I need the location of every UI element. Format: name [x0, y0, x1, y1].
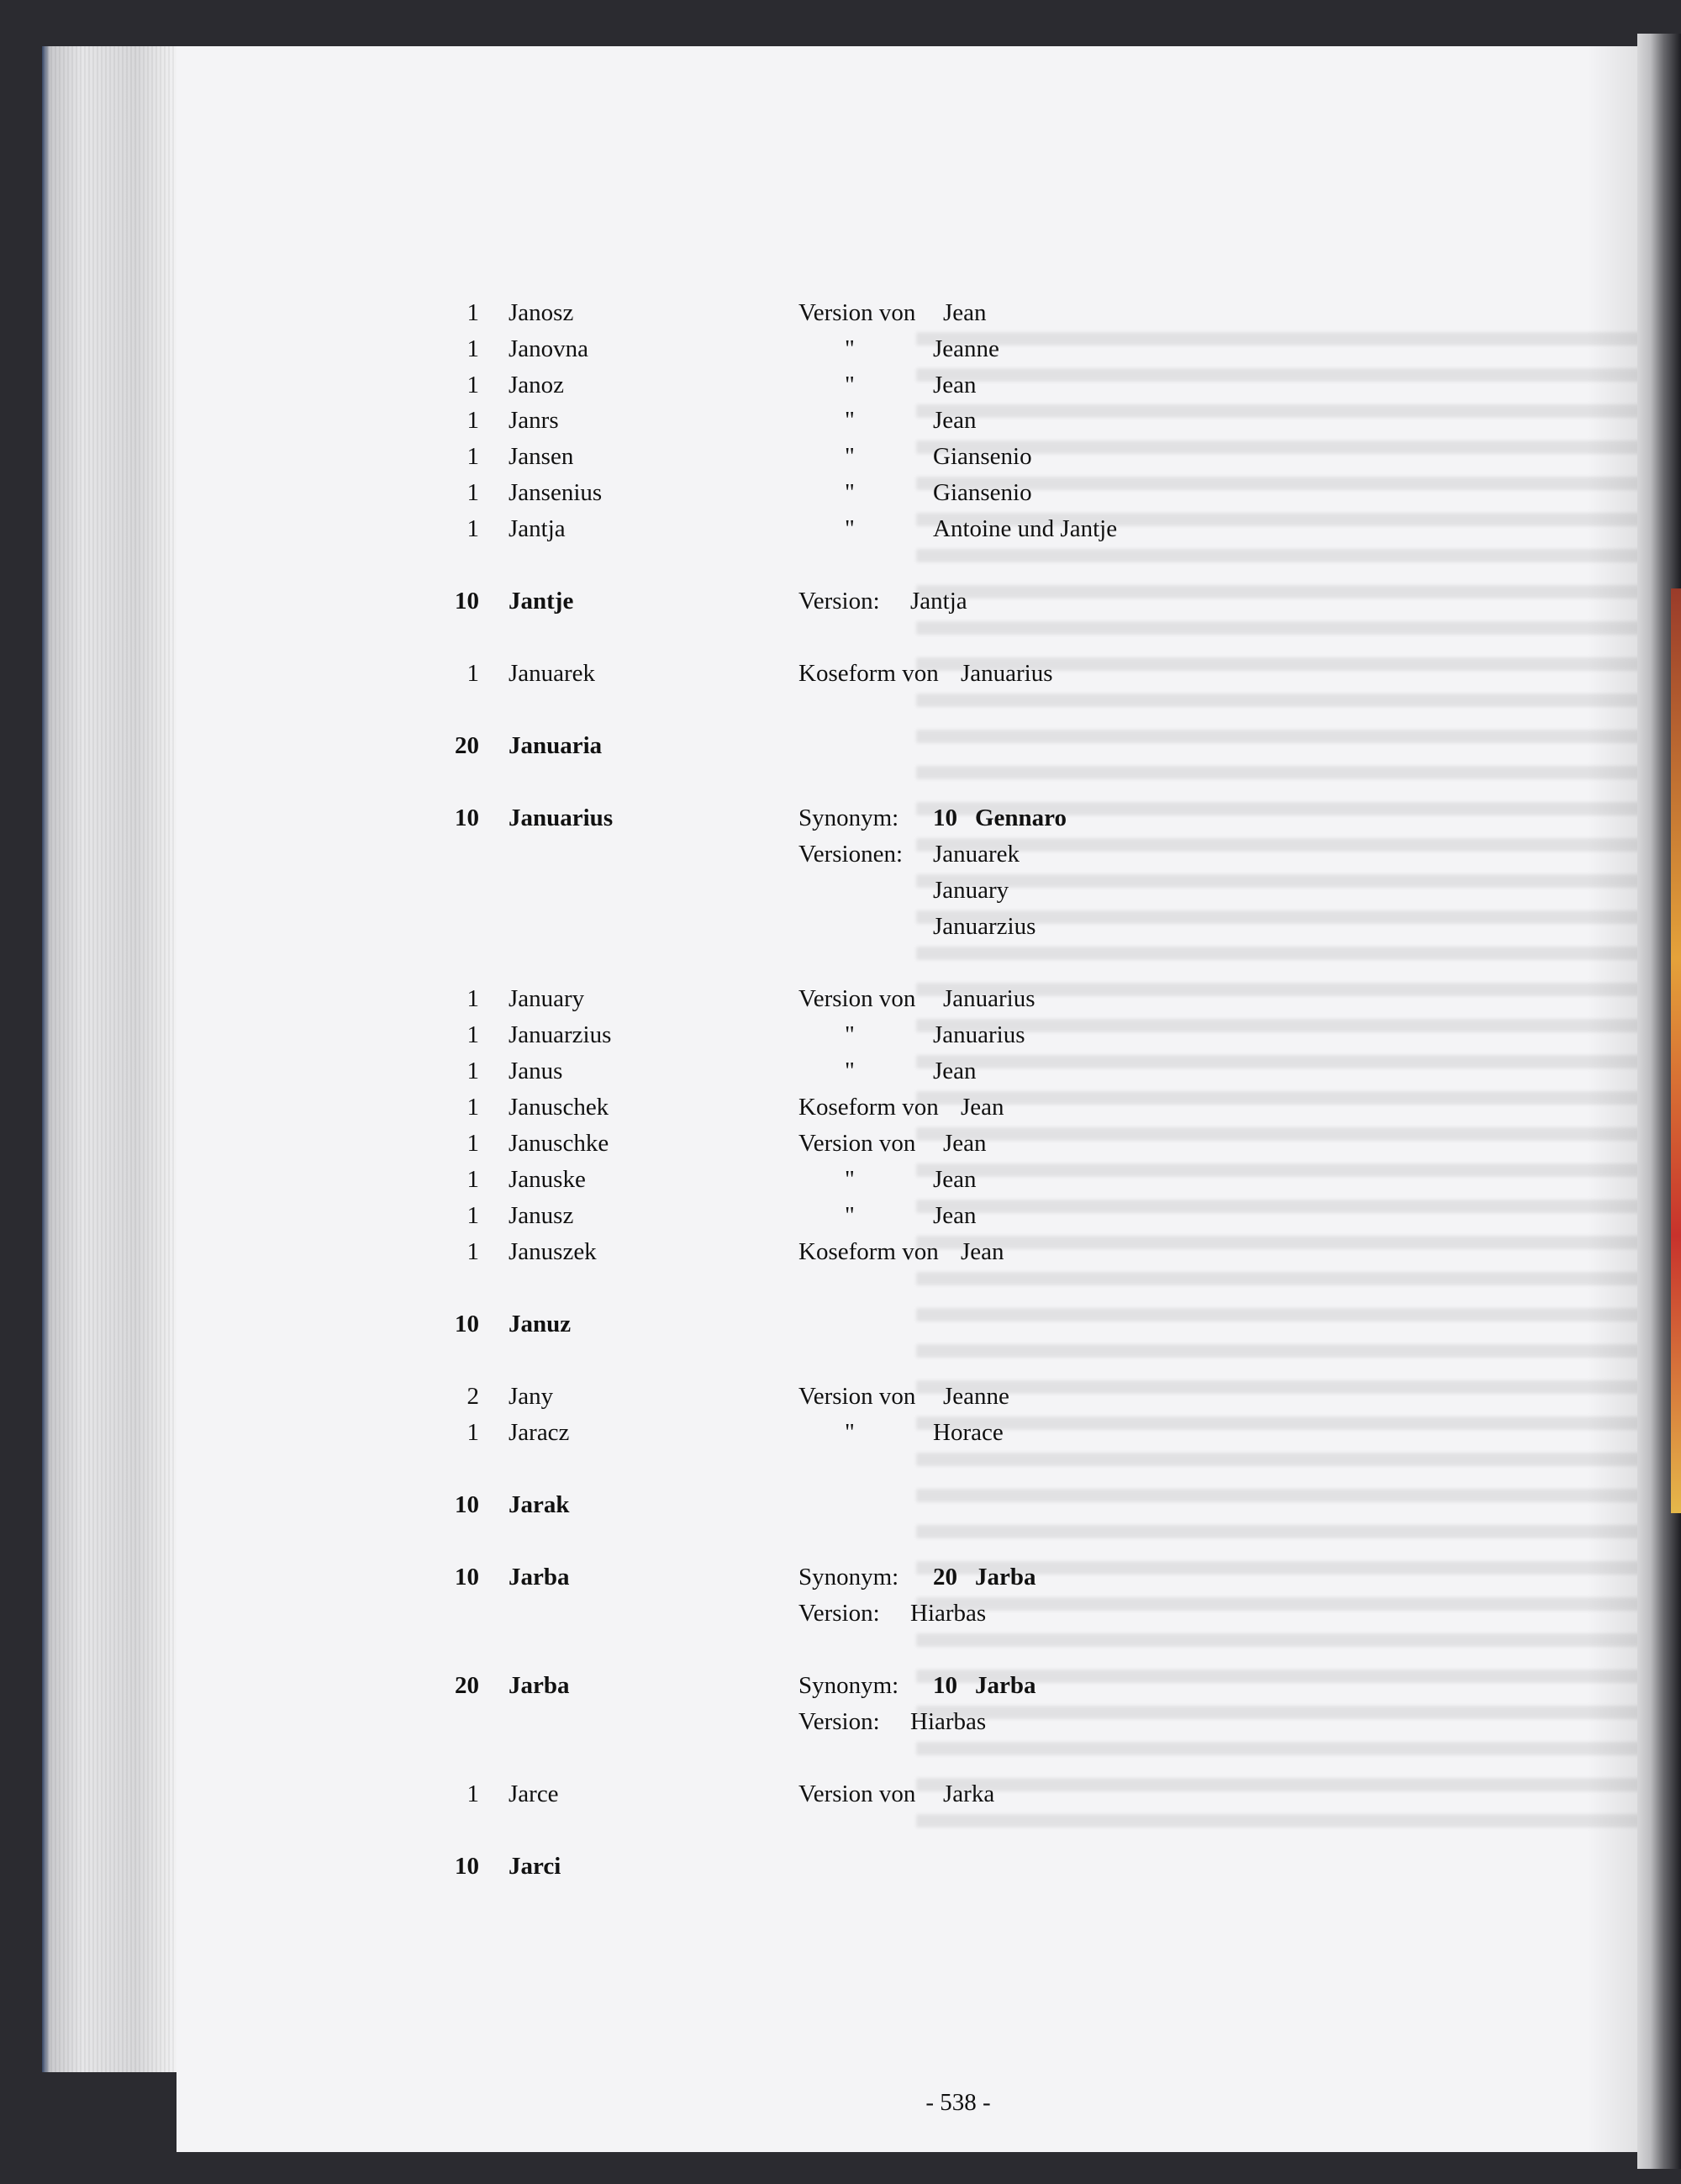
entry-relation: " [845, 1021, 855, 1048]
entry-row [0, 1669, 1681, 1702]
entry-row [0, 873, 1681, 907]
entry-reference: Jean [933, 372, 977, 398]
entry-row [0, 982, 1681, 1016]
entry-reference: Jean [943, 299, 987, 326]
entry-row [0, 1307, 1681, 1341]
entry-row [0, 1849, 1681, 1883]
entry-row [0, 1380, 1681, 1413]
entry-relation: " [845, 407, 855, 434]
entry-reference: Giansenio [933, 443, 1032, 470]
entry-reference: Jarba [975, 1672, 1036, 1699]
entry-synonym-count: 10 [933, 804, 957, 831]
entry-name: Janus [509, 1058, 563, 1084]
entry-row [0, 729, 1681, 762]
entry-reference: Hiarbas [910, 1708, 987, 1735]
entry-row [0, 657, 1681, 690]
entry-reference: Jean [933, 1166, 977, 1193]
entry-count: 10 [455, 804, 479, 831]
entry-count: 1 [466, 443, 479, 470]
entry-count: 1 [466, 372, 479, 398]
entry-count: 1 [466, 1419, 479, 1446]
entry-count: 1 [466, 1094, 479, 1121]
entry-reference: Januarius [933, 1021, 1025, 1048]
entry-row [0, 1705, 1681, 1738]
entry-count: 1 [466, 1202, 479, 1229]
entry-reference: Jean [933, 407, 977, 434]
entry-name: Jarba [509, 1564, 570, 1591]
entry-relation: " [845, 335, 855, 362]
entry-reference: Antoine und Jantje [933, 515, 1118, 542]
entry-row [0, 368, 1681, 402]
entry-relation: Version von [798, 1780, 916, 1807]
entry-count: 1 [466, 335, 479, 362]
entry-relation: Synonym: [798, 804, 899, 831]
entry-name: Januarzius [509, 1021, 612, 1048]
entry-reference: Gennaro [975, 804, 1067, 831]
entry-relation: Version von [798, 985, 916, 1012]
entry-count: 1 [466, 1780, 479, 1807]
entry-relation: Synonym: [798, 1672, 899, 1699]
entry-name: Jarci [509, 1853, 561, 1880]
entry-row [0, 1054, 1681, 1088]
entry-row [0, 296, 1681, 330]
entry-relation: " [845, 443, 855, 470]
entry-count: 1 [466, 985, 479, 1012]
entry-reference: January [933, 877, 1009, 904]
entry-reference: Jean [933, 1202, 977, 1229]
entry-name: Janoz [509, 372, 565, 398]
entry-row [0, 476, 1681, 509]
entry-synonym-count: 10 [933, 1672, 957, 1699]
entry-row [0, 1235, 1681, 1269]
entry-relation: Version: [798, 1708, 880, 1735]
entry-relation: Version von [798, 1383, 916, 1410]
entry-name: Januarek [509, 660, 596, 687]
entry-reference: Januarzius [933, 913, 1036, 940]
entry-name: Januschek [509, 1094, 609, 1121]
entry-name: Jansen [509, 443, 574, 470]
entry-reference: Jeanne [943, 1383, 1009, 1410]
entry-reference: Jean [943, 1130, 987, 1157]
entry-name: Januaria [509, 732, 603, 759]
entry-relation: Version: [798, 588, 880, 615]
entry-count: 1 [466, 479, 479, 506]
entry-row [0, 512, 1681, 546]
entry-count: 1 [466, 1130, 479, 1157]
entry-relation: Version von [798, 1130, 916, 1157]
entry-row [0, 910, 1681, 943]
entry-row [0, 837, 1681, 871]
entry-relation: " [845, 1202, 855, 1229]
entry-count: 10 [455, 1311, 479, 1337]
entry-relation: " [845, 479, 855, 506]
entry-reference: Jarba [975, 1564, 1036, 1591]
entry-relation: " [845, 1166, 855, 1193]
entry-relation: Koseform von [798, 660, 939, 687]
entry-name: Januz [509, 1311, 572, 1337]
entry-reference: Januarius [961, 660, 1053, 687]
entry-count: 20 [455, 1672, 479, 1699]
entry-count: 1 [466, 299, 479, 326]
entry-row [0, 332, 1681, 366]
entry-relation: Version: [798, 1600, 880, 1627]
entry-relation: " [845, 372, 855, 398]
entry-relation: " [845, 1419, 855, 1446]
entry-relation: Koseform von [798, 1238, 939, 1265]
entry-reference: Jeanne [933, 335, 999, 362]
entry-name: Januschke [509, 1130, 609, 1157]
entry-relation: Versionen: [798, 841, 904, 868]
entry-count: 10 [455, 1564, 479, 1591]
entry-count: 1 [466, 1238, 479, 1265]
page-number: - 538 - [925, 2089, 991, 2116]
entry-synonym-count: 20 [933, 1564, 957, 1591]
entry-reference: Jean [933, 1058, 977, 1084]
entry-name: Janosz [509, 299, 574, 326]
entry-relation: Version von [798, 299, 916, 326]
entry-name: January [509, 985, 585, 1012]
entry-count: 1 [466, 515, 479, 542]
entry-reference: Januarius [943, 985, 1035, 1012]
entry-count: 1 [466, 1021, 479, 1048]
entry-relation: " [845, 515, 855, 542]
entry-row [0, 1199, 1681, 1232]
entry-reference: Jean [961, 1238, 1004, 1265]
entry-name: Januarius [509, 804, 614, 831]
entry-count: 2 [466, 1383, 479, 1410]
entry-relation: Koseform von [798, 1094, 939, 1121]
entry-row [0, 1018, 1681, 1052]
entry-reference: Jean [961, 1094, 1004, 1121]
entry-count: 1 [466, 1166, 479, 1193]
entry-reference: Jantja [910, 588, 967, 615]
entry-row [0, 1488, 1681, 1522]
entry-row [0, 1560, 1681, 1594]
entry-row [0, 1777, 1681, 1811]
entry-name: Janovna [509, 335, 589, 362]
entry-name: Jantje [509, 588, 574, 615]
entry-name: Jansenius [509, 479, 603, 506]
entry-reference: Januarek [933, 841, 1020, 868]
entry-relation: Synonym: [798, 1564, 899, 1591]
entry-count: 10 [455, 1853, 479, 1880]
entry-relation: " [845, 1058, 855, 1084]
entry-count: 10 [455, 588, 479, 615]
entry-reference: Horace [933, 1419, 1004, 1446]
entry-name: Jany [509, 1383, 554, 1410]
entry-name: Januske [509, 1166, 586, 1193]
entry-row [0, 1126, 1681, 1160]
entry-row [0, 440, 1681, 473]
entry-name: Janrs [509, 407, 559, 434]
entry-row [0, 1596, 1681, 1630]
entry-name: Jarba [509, 1672, 570, 1699]
entry-name: Januszek [509, 1238, 597, 1265]
entry-count: 1 [466, 407, 479, 434]
entry-reference: Giansenio [933, 479, 1032, 506]
entry-row [0, 404, 1681, 437]
entry-count: 1 [466, 1058, 479, 1084]
entry-row [0, 1163, 1681, 1196]
entry-count: 1 [466, 660, 479, 687]
entry-reference: Jarka [943, 1780, 995, 1807]
entry-name: Janusz [509, 1202, 574, 1229]
entry-reference: Hiarbas [910, 1600, 987, 1627]
entry-name: Jaracz [509, 1419, 570, 1446]
entry-row [0, 584, 1681, 618]
entry-row [0, 1416, 1681, 1449]
entry-name: Jarce [509, 1780, 559, 1807]
entry-name: Jarak [509, 1491, 570, 1518]
entry-name: Jantja [509, 515, 566, 542]
entry-row [0, 801, 1681, 835]
entry-count: 10 [455, 1491, 479, 1518]
entry-count: 20 [455, 732, 479, 759]
entry-row [0, 1090, 1681, 1124]
